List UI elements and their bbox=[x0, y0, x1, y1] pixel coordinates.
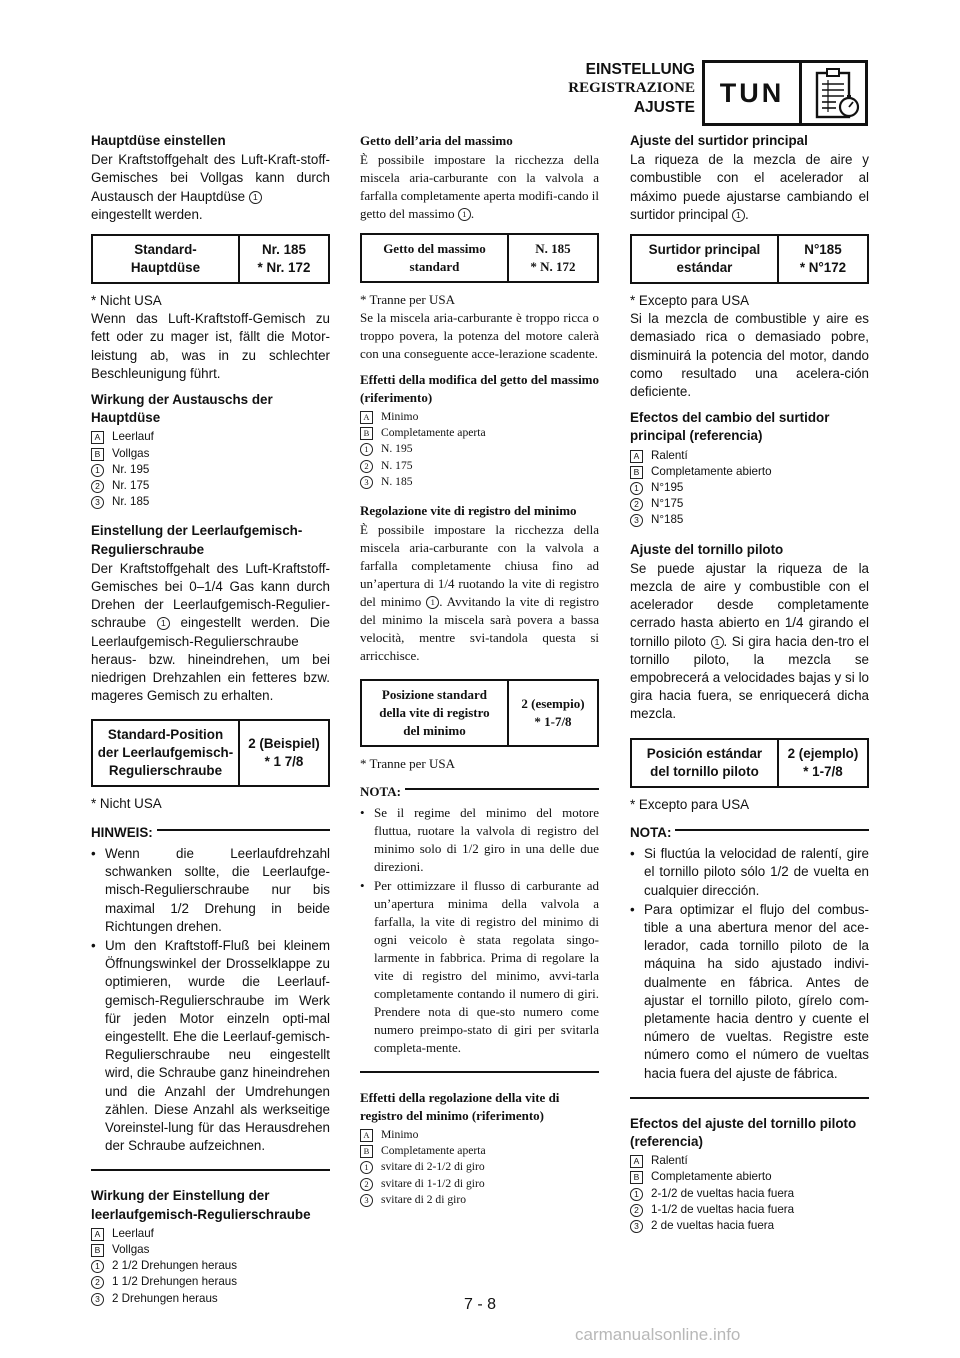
heading-effect-pilot-screw: Wirkung der Einstellung der leerlaufgemisch-Regulierschraube bbox=[91, 1188, 311, 1222]
marker-3-icon: 3 bbox=[91, 496, 104, 509]
spec-value: 2 (Beispiel) * 1 7/8 bbox=[239, 720, 329, 786]
heading-pilot-screw: Ajuste del tornillo piloto bbox=[630, 541, 784, 557]
marker-2-icon: 2 bbox=[630, 498, 643, 511]
title-it: REGISTRAZIONE bbox=[568, 80, 695, 96]
list-item: 2 1 1/2 Drehungen heraus bbox=[91, 1274, 330, 1290]
spec-label: Getto del massimo standard bbox=[361, 234, 508, 282]
marker-2-icon: 2 bbox=[360, 1178, 373, 1191]
marker-2-icon: 2 bbox=[91, 1276, 104, 1289]
ref-1-icon: 1 bbox=[732, 209, 745, 222]
note-end-rule bbox=[630, 1097, 869, 1099]
column-german bbox=[91, 132, 330, 1319]
marker-1-icon: 1 bbox=[630, 1188, 643, 1201]
list-item: 1 N. 195 bbox=[360, 441, 599, 457]
legend-list bbox=[91, 429, 330, 510]
ref-1-icon: 1 bbox=[426, 596, 439, 609]
column-spanish bbox=[630, 132, 869, 1246]
marker-2-icon: 2 bbox=[360, 460, 373, 473]
spec-label: Standard- Hauptdüse bbox=[92, 235, 239, 283]
list-item: 2 N°175 bbox=[630, 496, 869, 512]
legend-list bbox=[91, 1226, 330, 1307]
paragraph-main-jet: La riqueza de la mezcla de aire y combustible con el acelerador al máximo puede ajustarse cambiando el surtidor principal 1 . bbox=[630, 152, 869, 222]
marker-2-icon: 2 bbox=[91, 480, 104, 493]
marker-b-icon: B bbox=[91, 1244, 104, 1257]
marker-b-icon: B bbox=[360, 1145, 373, 1158]
paragraph-pilot-screw: È possibile impostare la ricchezza della miscela aria-carburante con la valvola a farfalla completamente chiusa fino ad un’apertura di 1/4 ruotando la vite di registro del minimo 1 . Avvitando la vite di registro del minimo la miscela sarà povera a bassa velocità, mentre svi-tandola questa si arricchisce. bbox=[360, 522, 599, 664]
paragraph-pilot-screw: Der Kraftstoffgehalt des Luft-Kraftstoff-Gemisches bei 0–1/4 Gas kann durch Drehen der Leerlaufgemisch-Regulier-schraube 1 eingestellt werden. Die Leerlaufgemisch-Regulierschraube heraus- bzw. hineindrehen, um bei niedrigen Drehzahlen ein fetteres bzw. mageres Gemisch zu erhalten. bbox=[91, 560, 330, 704]
list-item: B Vollgas bbox=[91, 1242, 330, 1258]
marker-a-icon: A bbox=[360, 1129, 373, 1142]
title-de: EINSTELLUNG bbox=[585, 61, 695, 78]
footnote: * Excepto para USA bbox=[630, 796, 750, 812]
paragraph-main-jet: È possibile impostare la ricchezza della miscela aria-carburante con la valvola a farfalla completamente aperta modifi-cando il getto del massimo 1 . bbox=[360, 152, 599, 221]
list-item: 1 svitare di 2-1/2 di giro bbox=[360, 1159, 599, 1175]
note-item: • Para optimizar el flujo del combus-tible a una abertura menor del ace-lerador, cada tornillo piloto de la máquina ha sido ajustado indivi-dualmente en fábrica. Antes de ajustar el tornillo piloto, gírelo com-pletamente hacia dentro y cuente el número de vueltas. Registre este número como el número de vueltas hacia fuera del ajuste de fábrica. bbox=[630, 901, 869, 1081]
ref-1-icon: 1 bbox=[249, 191, 262, 204]
marker-3-icon: 3 bbox=[360, 1194, 373, 1207]
section-code: TUN bbox=[705, 63, 802, 123]
marker-3-icon: 3 bbox=[360, 476, 373, 489]
list-item: A Minimo bbox=[360, 1127, 599, 1143]
marker-b-icon: B bbox=[630, 1171, 643, 1184]
marker-1-icon: 1 bbox=[91, 464, 104, 477]
list-item: B Completamente abierto bbox=[630, 1169, 869, 1185]
marker-a-icon: A bbox=[91, 431, 104, 444]
list-item: A Minimo bbox=[360, 409, 599, 425]
paragraph-mixture: Se la miscela aria-carburante è troppo ricca o troppo povera, la potenza del motore calerà con una conseguente acce-lerazione scadente. bbox=[360, 310, 599, 361]
heading-pilot-screw: Regolazione vite di registro del minimo bbox=[360, 503, 577, 519]
paragraph-mixture: Si la mezcla de combustible y aire es demasiado rica o demasiado pobre, disminuirá la potencia del motor, dando como resultado una acelera-ción deficiente. bbox=[630, 311, 869, 400]
list-item: 3 N. 185 bbox=[360, 474, 599, 490]
spec-table-main-jet bbox=[91, 234, 330, 284]
spec-value: Nr. 185 * Nr. 172 bbox=[239, 235, 329, 283]
list-item: 2 svitare di 1-1/2 di giro bbox=[360, 1176, 599, 1192]
heading-effect-main-jet: Efectos del cambio del surtidor principal (referencia) bbox=[630, 410, 830, 444]
spec-label: Posición estándar del tornillo piloto bbox=[631, 739, 778, 787]
heading-pilot-screw: Einstellung der Leerlaufgemisch-Regulierschraube bbox=[91, 523, 303, 557]
list-item: 3 N°185 bbox=[630, 512, 869, 528]
list-item: 3 2 Drehungen heraus bbox=[91, 1291, 330, 1307]
marker-3-icon: 3 bbox=[630, 1220, 643, 1233]
list-item: B Vollgas bbox=[91, 446, 330, 462]
marker-a-icon: A bbox=[91, 1228, 104, 1241]
heading-effect-pilot-screw: Effetti della regolazione della vite di registro del minimo (riferimento) bbox=[360, 1090, 560, 1124]
list-item: 1 2-1/2 de vueltas hacia fuera bbox=[630, 1186, 869, 1202]
list-item: B Completamente aperta bbox=[360, 425, 599, 441]
list-item: B Completamente aperta bbox=[360, 1143, 599, 1159]
heading-main-jet: Ajuste del surtidor principal bbox=[630, 133, 808, 148]
spec-table-pilot-screw bbox=[91, 719, 330, 787]
marker-b-icon: B bbox=[91, 448, 104, 461]
marker-b-icon: B bbox=[630, 466, 643, 479]
list-item: 1 Nr. 195 bbox=[91, 462, 330, 478]
marker-3-icon: 3 bbox=[630, 514, 643, 527]
spec-label: Posizione standard della vite di registro del minimo bbox=[361, 680, 508, 746]
spec-label: Standard-Position der Leerlaufgemisch- Regulierschraube bbox=[92, 720, 239, 786]
paragraph-mixture: Wenn das Luft-Kraftstoff-Gemisch zu fett oder zu mager ist, fällt die Motor-leistung ab, was in zu schlechter Beschleunigung führt. bbox=[91, 311, 330, 381]
ref-1-icon: 1 bbox=[157, 617, 170, 630]
footnote: * Tranne per USA bbox=[360, 292, 455, 307]
page-number: 7 - 8 bbox=[463, 1296, 496, 1313]
marker-a-icon: A bbox=[360, 411, 373, 424]
spec-value: 2 (esempio) * 1-7/8 bbox=[508, 680, 598, 746]
legend-list bbox=[630, 448, 869, 529]
spec-table-main-jet bbox=[630, 234, 869, 284]
heading-effect-pilot-screw: Efectos del ajuste del tornillo piloto (referencia) bbox=[630, 1115, 857, 1149]
list-item: 3 svitare di 2 di giro bbox=[360, 1192, 599, 1208]
list-item: 3 2 de vueltas hacia fuera bbox=[630, 1218, 869, 1234]
note-heading: HINWEIS: bbox=[91, 824, 330, 842]
heading-main-jet: Getto dell’aria del massimo bbox=[360, 133, 513, 148]
note-item: • Um den Kraftstoff-Fluß bei kleinem Öffnungswinkel der Drosselklappe zu optimieren, wurde die Leerlauf-gemisch-Regulierschraube im Werk für jeden Motor einzeln opti-mal eingestellt. Ehe die Leerlauf-gemisch-Regulierschraube neu eingestellt wird, die Schraube ganz hineindrehen und die Anzahl der Umdrehungen zählen. Diese Anzahl als werkseitige Voreinstel-lung für das Herausdrehen der Schraube aufzeichnen. bbox=[91, 937, 330, 1154]
footnote: * Nicht USA bbox=[91, 293, 162, 309]
note-item: • Per ottimizzare il flusso di carburante ad un’apertura minima della valvola a farfalla, la vite di registro del minimo di ogni veicolo è stata regolata singo-larmente in fabbrica. Prima di regolare la vite di registro del minimo, avvi-tarla completamente contando il numero di giri. Prendere nota di que-sto numero come numero preimpo-stato di giri per svitarla completa-mente. bbox=[360, 878, 599, 1056]
note-end-rule bbox=[91, 1169, 330, 1171]
section-code-box bbox=[702, 60, 868, 126]
spec-value: 2 (ejemplo) * 1-7/8 bbox=[778, 739, 868, 787]
spec-value: N°185 * N°172 bbox=[778, 235, 868, 283]
marker-a-icon: A bbox=[630, 1155, 643, 1168]
marker-2-icon: 2 bbox=[630, 1204, 643, 1217]
list-item: 1 N°195 bbox=[630, 480, 869, 496]
marker-1-icon: 1 bbox=[630, 482, 643, 495]
spec-label: Surtidor principal estándar bbox=[631, 235, 778, 283]
note-item: • Si fluctúa la velocidad de ralentí, gire el tornillo piloto sólo 1/2 de vuelta en cualquier dirección. bbox=[630, 846, 869, 898]
clipboard-stopwatch-icon bbox=[805, 67, 867, 128]
title-es: AJUSTE bbox=[633, 99, 695, 116]
legend-list bbox=[360, 1127, 599, 1208]
marker-b-icon: B bbox=[360, 427, 373, 440]
marker-1-icon: 1 bbox=[360, 1161, 373, 1174]
marker-1-icon: 1 bbox=[360, 443, 373, 456]
spec-value: N. 185 * N. 172 bbox=[508, 234, 598, 282]
note-end-rule bbox=[360, 1071, 599, 1073]
marker-a-icon: A bbox=[630, 450, 643, 463]
list-item: A Leerlauf bbox=[91, 429, 330, 445]
spec-table-pilot-screw bbox=[360, 679, 599, 747]
section-titles bbox=[568, 60, 695, 117]
legend-list bbox=[360, 409, 599, 490]
footnote: * Tranne per USA bbox=[360, 756, 455, 772]
footnote: * Excepto para USA bbox=[630, 293, 750, 309]
marker-3-icon: 3 bbox=[91, 1293, 104, 1306]
list-item: A Ralentí bbox=[630, 1153, 869, 1169]
note-heading: NOTA: bbox=[630, 824, 869, 842]
paragraph-main-jet: Der Kraftstoffgehalt des Luft-Kraft-stoff-Gemisches bei Vollgas kann durch Austausch der Hauptdüse 1 eingestellt werden. bbox=[91, 152, 330, 222]
ref-1-icon: 1 bbox=[711, 636, 724, 649]
list-item: 2 1-1/2 de vueltas hacia fuera bbox=[630, 1202, 869, 1218]
watermark: carmanualsonline.info bbox=[575, 1325, 741, 1344]
heading-effect-main-jet: Effetti della modifica del getto del massimo (riferimento) bbox=[360, 372, 600, 405]
footnote: * Nicht USA bbox=[91, 796, 162, 812]
list-item: A Leerlauf bbox=[91, 1226, 330, 1242]
heading-effect-main-jet: Wirkung der Austauschs der Hauptdüse bbox=[91, 392, 273, 426]
spec-table-pilot-screw bbox=[630, 738, 869, 788]
marker-1-icon: 1 bbox=[91, 1260, 104, 1273]
list-item: B Completamente abierto bbox=[630, 464, 869, 480]
heading-main-jet: Hauptdüse einstellen bbox=[91, 133, 226, 148]
list-item: 2 Nr. 175 bbox=[91, 478, 330, 494]
note-item: • Wenn die Leerlaufdrehzahl schwanken sollte, die Leerlaufge-misch-Regulierschraube nur bis maximal 1/2 Drehung in beide Richtungen drehen. bbox=[91, 845, 330, 934]
ref-1-icon: 1 bbox=[458, 208, 471, 221]
note-heading: NOTA: bbox=[360, 783, 599, 801]
list-item: 3 Nr. 185 bbox=[91, 494, 330, 510]
list-item: 1 2 1/2 Drehungen heraus bbox=[91, 1258, 330, 1274]
legend-list bbox=[630, 1153, 869, 1234]
paragraph-pilot-screw: Se puede ajustar la riqueza de la mezcla de aire y combustible con el acelerador desde completamente cerrado hasta abierto en 1/4 girando el tornillo piloto 1 . Si gira hacia den-tro el tornillo piloto, la mezcla se empobrecerá a velocidades bajas y si lo gira hacia fuera, se enriquecerá dicha mezcla. bbox=[630, 560, 869, 722]
column-italian bbox=[360, 132, 599, 1220]
list-item: A Ralentí bbox=[630, 448, 869, 464]
list-item: 2 N. 175 bbox=[360, 458, 599, 474]
spec-table-main-jet bbox=[360, 233, 599, 283]
note-item: • Se il regime del minimo del motore fluttua, ruotare la valvola di registro del minimo solo di 1/2 giro in una delle due direzioni. bbox=[360, 805, 599, 875]
